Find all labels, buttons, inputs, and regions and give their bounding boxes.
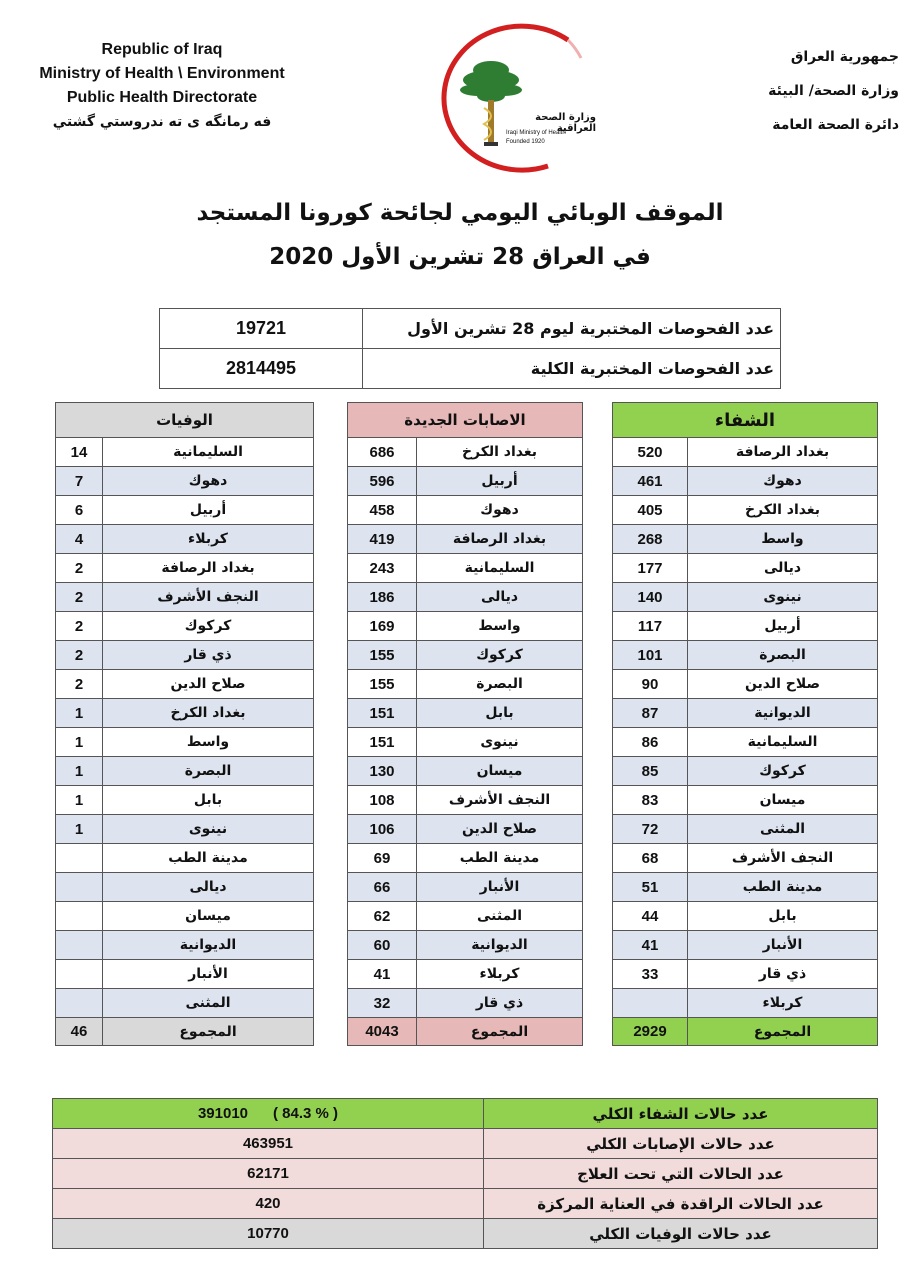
logo-text: وزارة الصحة العراقية (535, 112, 596, 134)
header-ar-line: دائرة الصحة العامة (772, 117, 899, 133)
recovered-value: 41 (613, 931, 688, 960)
new-cases-governorate: ديالى (417, 583, 583, 612)
recovered-governorate: كربلاء (688, 989, 878, 1018)
deaths-value (56, 931, 103, 960)
recovered-row (613, 989, 878, 1018)
summary-value: 463951 (53, 1129, 484, 1159)
deaths-governorate: النجف الأشرف (103, 583, 314, 612)
deaths-row (56, 496, 314, 525)
deaths-governorate: السليمانية (103, 438, 314, 467)
deaths-value: 1 (56, 815, 103, 844)
header-ar-line: وزارة الصحة/ البيئة (768, 83, 899, 99)
deaths-value: 2 (56, 641, 103, 670)
new-cases-row (348, 699, 583, 728)
deaths-value: 2 (56, 583, 103, 612)
new-cases-total-value: 4043 (348, 1018, 417, 1046)
new-cases-row (348, 844, 583, 873)
recovered-governorate: الديوانية (688, 699, 878, 728)
new-cases-governorate: كربلاء (417, 960, 583, 989)
deaths-value: 2 (56, 670, 103, 699)
summary-value: 10770 (53, 1219, 484, 1249)
report-title: الموقف الوبائي اليومي لجائحة كورونا المستجد (196, 200, 724, 226)
recovered-row (613, 670, 878, 699)
recovered-value: 177 (613, 554, 688, 583)
deaths-governorate: دهوك (103, 467, 314, 496)
recovered-value: 83 (613, 786, 688, 815)
deaths-value: 2 (56, 612, 103, 641)
new-cases-value: 62 (348, 902, 417, 931)
summary-label: عدد حالات الشفاء الكلي (484, 1099, 878, 1129)
deaths-value: 1 (56, 728, 103, 757)
deaths-total-label: المجموع (103, 1018, 314, 1046)
new-cases-governorate: ميسان (417, 757, 583, 786)
new-cases-value: 66 (348, 873, 417, 902)
deaths-value: 1 (56, 699, 103, 728)
summary-label: عدد حالات الوفيات الكلي (484, 1219, 878, 1249)
new-cases-row (348, 902, 583, 931)
new-cases-governorate: كركوك (417, 641, 583, 670)
header-en-line: Ministry of Health \ Environment (39, 65, 285, 82)
report-date: في العراق 28 تشرين الأول 2020 (269, 244, 651, 270)
new-cases-governorate: نينوى (417, 728, 583, 757)
recovered-value (613, 989, 688, 1018)
new-cases-governorate: السليمانية (417, 554, 583, 583)
new-cases-governorate: ذي قار (417, 989, 583, 1018)
header-en-line: Republic of Iraq (101, 41, 223, 58)
recovered-governorate: ميسان (688, 786, 878, 815)
deaths-row (56, 757, 314, 786)
summary-label: عدد الحالات التي تحت العلاج (484, 1159, 878, 1189)
new-cases-row (348, 583, 583, 612)
new-cases-row (348, 612, 583, 641)
deaths-row (56, 989, 314, 1018)
deaths-total-row (56, 1018, 314, 1046)
summary-label: عدد الحالات الراقدة في العناية المركزة (484, 1189, 878, 1219)
deaths-value: 1 (56, 757, 103, 786)
new-cases-value: 155 (348, 670, 417, 699)
recovered-row (613, 641, 878, 670)
recovered-row (613, 786, 878, 815)
deaths-row (56, 670, 314, 699)
recovered-value: 90 (613, 670, 688, 699)
deaths-row (56, 844, 314, 873)
recovered-governorate: النجف الأشرف (688, 844, 878, 873)
recovered-governorate: صلاح الدين (688, 670, 878, 699)
recovered-row (613, 960, 878, 989)
new-cases-value: 458 (348, 496, 417, 525)
new-cases-value: 108 (348, 786, 417, 815)
new-cases-row (348, 960, 583, 989)
new-cases-table (347, 402, 583, 1046)
recovered-governorate: كركوك (688, 757, 878, 786)
recovered-value: 117 (613, 612, 688, 641)
summary-value: 62171 (53, 1159, 484, 1189)
deaths-value (56, 960, 103, 989)
recovered-row (613, 815, 878, 844)
summary-row (53, 1099, 878, 1129)
recovered-value: 72 (613, 815, 688, 844)
deaths-value: 1 (56, 786, 103, 815)
deaths-value: 7 (56, 467, 103, 496)
deaths-governorate: أربيل (103, 496, 314, 525)
new-cases-value: 419 (348, 525, 417, 554)
recovered-governorate: السليمانية (688, 728, 878, 757)
deaths-row (56, 902, 314, 931)
recovered-governorate: أربيل (688, 612, 878, 641)
new-cases-governorate: دهوك (417, 496, 583, 525)
new-cases-governorate: المثنى (417, 902, 583, 931)
deaths-row (56, 438, 314, 467)
header-en-line: Public Health Directorate (66, 89, 258, 106)
recovered-governorate: دهوك (688, 467, 878, 496)
tests-total-label: عدد الفحوصات المختبرية الكلية (363, 349, 781, 389)
recovered-row (613, 757, 878, 786)
new-cases-governorate: الديوانية (417, 931, 583, 960)
new-cases-governorate: أربيل (417, 467, 583, 496)
new-cases-value: 151 (348, 699, 417, 728)
deaths-governorate: ذي قار (103, 641, 314, 670)
deaths-governorate: صلاح الدين (103, 670, 314, 699)
deaths-governorate: مدينة الطب (103, 844, 314, 873)
new-cases-row (348, 873, 583, 902)
new-cases-row (348, 670, 583, 699)
tests-total-value: 2814495 (160, 349, 363, 389)
new-cases-row (348, 496, 583, 525)
new-cases-governorate: واسط (417, 612, 583, 641)
tests-table (159, 308, 781, 389)
new-cases-governorate: مدينة الطب (417, 844, 583, 873)
recovered-governorate: بغداد الكرخ (688, 496, 878, 525)
new-cases-value: 169 (348, 612, 417, 641)
recovered-governorate: مدينة الطب (688, 873, 878, 902)
deaths-value: 14 (56, 438, 103, 467)
recovered-governorate: المثنى (688, 815, 878, 844)
deaths-header: الوفيات (56, 403, 314, 438)
new-cases-value: 596 (348, 467, 417, 496)
deaths-value (56, 902, 103, 931)
deaths-governorate: الديوانية (103, 931, 314, 960)
summary-row (53, 1129, 878, 1159)
ministry-logo (418, 18, 603, 173)
recovered-value: 68 (613, 844, 688, 873)
tests-daily-label: عدد الفحوصات المختبرية ليوم 28 تشرين الأول (363, 309, 781, 349)
new-cases-value: 151 (348, 728, 417, 757)
deaths-governorate: واسط (103, 728, 314, 757)
deaths-governorate: بغداد الكرخ (103, 699, 314, 728)
recovered-row (613, 612, 878, 641)
deaths-governorate: الأنبار (103, 960, 314, 989)
deaths-value (56, 844, 103, 873)
recovered-governorate: ديالى (688, 554, 878, 583)
deaths-row (56, 815, 314, 844)
new-cases-header: الاصابات الجديدة (348, 403, 583, 438)
summary-row (53, 1159, 878, 1189)
recovered-value: 101 (613, 641, 688, 670)
new-cases-row (348, 525, 583, 554)
deaths-value (56, 989, 103, 1018)
recovered-table (612, 402, 878, 1046)
header-english (12, 38, 312, 134)
recovered-governorate: البصرة (688, 641, 878, 670)
new-cases-row (348, 438, 583, 467)
new-cases-value: 686 (348, 438, 417, 467)
new-cases-row (348, 931, 583, 960)
deaths-governorate: نينوى (103, 815, 314, 844)
deaths-row (56, 641, 314, 670)
deaths-table (55, 402, 314, 1046)
deaths-value: 4 (56, 525, 103, 554)
new-cases-row (348, 757, 583, 786)
new-cases-governorate: بغداد الرصافة (417, 525, 583, 554)
deaths-row (56, 612, 314, 641)
deaths-total-value: 46 (56, 1018, 103, 1046)
new-cases-value: 130 (348, 757, 417, 786)
recovered-value: 44 (613, 902, 688, 931)
new-cases-row (348, 989, 583, 1018)
new-cases-governorate: البصرة (417, 670, 583, 699)
deaths-governorate: كربلاء (103, 525, 314, 554)
new-cases-row (348, 728, 583, 757)
deaths-governorate: بغداد الرصافة (103, 554, 314, 583)
new-cases-value: 60 (348, 931, 417, 960)
recovered-row (613, 844, 878, 873)
recovered-total-value: 2929 (613, 1018, 688, 1046)
new-cases-value: 155 (348, 641, 417, 670)
header-arabic (699, 40, 899, 142)
deaths-row (56, 525, 314, 554)
recovered-governorate: ذي قار (688, 960, 878, 989)
recovered-value: 461 (613, 467, 688, 496)
summary-table (52, 1098, 878, 1249)
recovered-row (613, 467, 878, 496)
recovered-row (613, 525, 878, 554)
deaths-row (56, 960, 314, 989)
logo-subtext: Iraqi Ministry of Health (506, 130, 566, 136)
summary-row (53, 1189, 878, 1219)
recovered-governorate: بابل (688, 902, 878, 931)
deaths-governorate: ميسان (103, 902, 314, 931)
recovered-row (613, 728, 878, 757)
tests-daily-value: 19721 (160, 309, 363, 349)
recovered-row (613, 554, 878, 583)
deaths-row (56, 554, 314, 583)
summary-value: 420 (53, 1189, 484, 1219)
recovered-governorate: نينوى (688, 583, 878, 612)
new-cases-row (348, 786, 583, 815)
header-kurdish-line: فه رمانگه ی ته ندروستي گشتي (52, 114, 272, 130)
deaths-row (56, 728, 314, 757)
recovered-row (613, 931, 878, 960)
deaths-row (56, 699, 314, 728)
recovered-value: 85 (613, 757, 688, 786)
new-cases-value: 243 (348, 554, 417, 583)
deaths-row (56, 786, 314, 815)
summary-label: عدد حالات الإصابات الكلي (484, 1129, 878, 1159)
recovered-value: 86 (613, 728, 688, 757)
new-cases-row (348, 641, 583, 670)
recovered-row (613, 583, 878, 612)
recovered-header: الشفاء (613, 403, 878, 438)
recovered-value: 405 (613, 496, 688, 525)
recovered-governorate: الأنبار (688, 931, 878, 960)
recovered-value: 87 (613, 699, 688, 728)
new-cases-governorate: بغداد الكرخ (417, 438, 583, 467)
summary-value: 391010 ( 84.3 % ) (53, 1099, 484, 1129)
new-cases-value: 32 (348, 989, 417, 1018)
new-cases-value: 41 (348, 960, 417, 989)
recovered-row (613, 902, 878, 931)
recovered-value: 51 (613, 873, 688, 902)
new-cases-total-label: المجموع (417, 1018, 583, 1046)
new-cases-row (348, 815, 583, 844)
deaths-value: 2 (56, 554, 103, 583)
new-cases-governorate: بابل (417, 699, 583, 728)
deaths-governorate: بابل (103, 786, 314, 815)
summary-row (53, 1219, 878, 1249)
recovered-value: 268 (613, 525, 688, 554)
logo-founded: Founded 1920 (506, 139, 545, 145)
new-cases-governorate: النجف الأشرف (417, 786, 583, 815)
deaths-value (56, 873, 103, 902)
deaths-governorate: البصرة (103, 757, 314, 786)
deaths-governorate: المثنى (103, 989, 314, 1018)
recovered-row (613, 496, 878, 525)
new-cases-governorate: صلاح الدين (417, 815, 583, 844)
recovered-total-row (613, 1018, 878, 1046)
recovered-value: 140 (613, 583, 688, 612)
recovered-value: 33 (613, 960, 688, 989)
recovered-governorate: واسط (688, 525, 878, 554)
deaths-row (56, 873, 314, 902)
recovered-row (613, 873, 878, 902)
recovered-governorate: بغداد الرصافة (688, 438, 878, 467)
deaths-row (56, 931, 314, 960)
new-cases-value: 69 (348, 844, 417, 873)
new-cases-governorate: الأنبار (417, 873, 583, 902)
new-cases-total-row (348, 1018, 583, 1046)
deaths-row (56, 467, 314, 496)
new-cases-value: 106 (348, 815, 417, 844)
recovered-value: 520 (613, 438, 688, 467)
deaths-governorate: كركوك (103, 612, 314, 641)
recovered-total-label: المجموع (688, 1018, 878, 1046)
new-cases-value: 186 (348, 583, 417, 612)
deaths-value: 6 (56, 496, 103, 525)
deaths-governorate: ديالى (103, 873, 314, 902)
new-cases-row (348, 554, 583, 583)
recovered-row (613, 699, 878, 728)
recovered-row (613, 438, 878, 467)
header-ar-line: جمهورية العراق (790, 49, 899, 65)
new-cases-row (348, 467, 583, 496)
deaths-row (56, 583, 314, 612)
